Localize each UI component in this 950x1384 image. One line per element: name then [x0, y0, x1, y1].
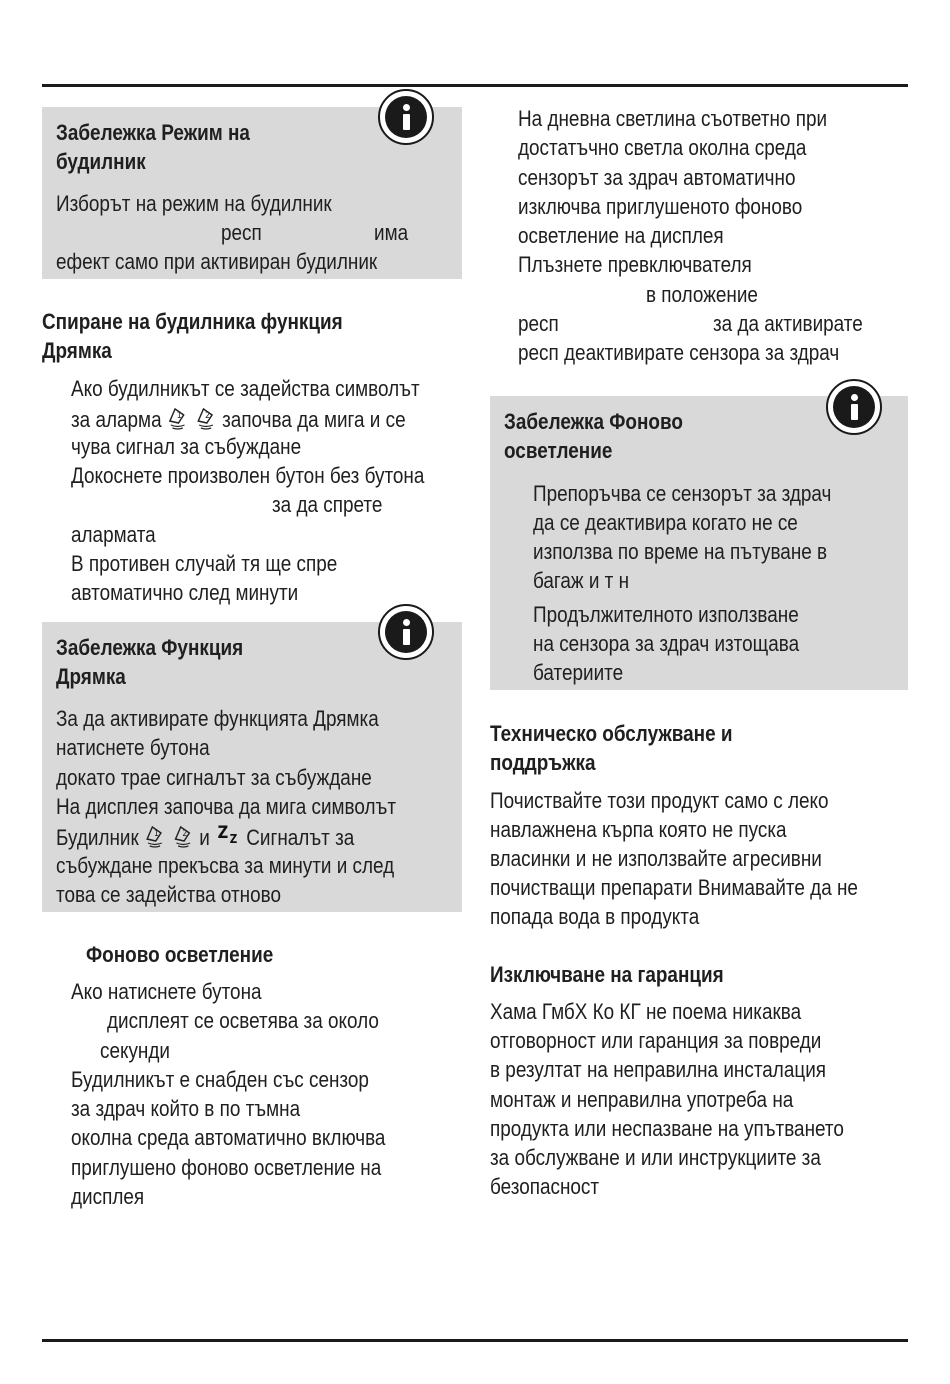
body-text	[71, 403, 406, 434]
snooze-zz-icon	[215, 821, 241, 849]
svg-text:2: 2	[181, 827, 187, 839]
body-text: в положение	[646, 282, 758, 307]
note-text: На дисплея започва да мига символът	[56, 794, 397, 819]
section-heading: Дрямка	[42, 338, 112, 363]
svg-text:Z: Z	[229, 832, 238, 847]
body-text: отговорност или гаранция за повреди	[490, 1028, 822, 1053]
body-text: в резултат на неправилна инсталация	[490, 1057, 827, 1082]
note-snooze	[42, 622, 462, 912]
note-text-segment: Будилник	[56, 825, 139, 850]
note-title: Забележка Фоново	[504, 409, 683, 434]
body-text: респ деактивирате сензора за здрач	[518, 340, 840, 365]
alarm-1-icon	[167, 403, 189, 431]
note-title: Дрямка	[56, 664, 126, 689]
body-text: Будилникът е снабден със сензор	[71, 1067, 369, 1092]
body-text: чува сигнал за събуждане	[71, 434, 302, 459]
body-text: Ако будилникът се задейства символът	[71, 376, 420, 401]
info-icon	[826, 379, 882, 435]
body-text: сензорът за здрач автоматично	[518, 165, 796, 190]
section-heading: Фоново осветление	[86, 942, 274, 967]
body-text: дисплея	[71, 1184, 145, 1209]
info-icon	[378, 89, 434, 145]
body-text: достатъчно светла околна среда	[518, 135, 807, 160]
note-title: Забележка Функция	[56, 635, 244, 660]
svg-text:Z: Z	[217, 821, 229, 843]
note-text: на сензора за здрач изтощава	[533, 631, 800, 656]
note-text	[56, 821, 354, 852]
note-text: За да активирате функцията Дрямка	[56, 706, 379, 731]
note-backlight	[490, 396, 908, 690]
svg-text:1: 1	[154, 827, 160, 839]
body-text: Почиствайте този продукт само с леко	[490, 788, 829, 813]
alarm-1-icon	[144, 821, 166, 849]
body-text: осветление на дисплея	[518, 223, 724, 248]
body-text: В противен случай тя ще спре	[71, 551, 338, 576]
svg-text:2: 2	[204, 409, 210, 421]
body-text: автоматично след минути	[71, 580, 299, 605]
body-text-segment: за аларма	[71, 407, 162, 432]
note-title: будилник	[56, 149, 146, 174]
body-text: почистващи препарати Внимавайте да не	[490, 875, 858, 900]
info-icon	[378, 604, 434, 660]
section-heading: Техническо обслужване и	[490, 721, 733, 746]
note-text: батериите	[533, 660, 624, 685]
body-text: за да спрете	[272, 492, 383, 517]
top-rule	[42, 84, 908, 87]
note-text: натиснете бутона	[56, 735, 210, 760]
body-text: алармата	[71, 522, 156, 547]
body-text: На дневна светлина съответно при	[518, 106, 828, 131]
body-text: монтаж и неправилна употреба на	[490, 1087, 794, 1112]
note-text: Продължителното използване	[533, 602, 799, 627]
svg-text:1: 1	[177, 409, 183, 421]
section-heading: Спиране на будилника функция	[42, 309, 343, 334]
note-text: Препоръчва се сензорът за здрач	[533, 481, 832, 506]
body-text: Хама ГмбХ Ко КГ не поема никаква	[490, 999, 802, 1024]
note-title: осветление	[504, 438, 613, 463]
body-text: Докоснете произволен бутон без бутона	[71, 463, 425, 488]
body-text: за здрач който в по тъмна	[71, 1096, 301, 1121]
body-text: власинки и не използвайте агресивни	[490, 846, 822, 871]
note-text: ефект само при активиран будилник	[56, 249, 378, 274]
body-text: секунди	[100, 1038, 170, 1063]
section-heading: Изключване на гаранция	[490, 962, 724, 987]
note-text: да се деактивира когато не се	[533, 510, 798, 535]
note-text: събуждане прекъсва за минути и след	[56, 853, 395, 878]
body-text: околна среда автоматично включва	[71, 1125, 386, 1150]
note-text: респ	[221, 220, 262, 245]
body-text-segment: започва да мига и се	[222, 407, 406, 432]
body-text: продукта или неспазване на упътването	[490, 1116, 844, 1141]
alarm-2-icon	[172, 821, 194, 849]
body-text: Плъзнете превключвателя	[518, 252, 752, 277]
body-text: попада вода в продукта	[490, 904, 700, 929]
note-text-segment: и	[199, 825, 210, 850]
body-text: за обслужване и или инструкциите за	[490, 1145, 821, 1170]
body-text: респ	[518, 311, 559, 336]
body-text: Ако натиснете бутона	[71, 979, 262, 1004]
body-text: за да активирате	[713, 311, 863, 336]
body-text: навлажнена кърпа която не пуска	[490, 817, 787, 842]
body-text: изключва приглушеното фоново	[518, 194, 803, 219]
note-text: багаж и т н	[533, 568, 630, 593]
note-text-segment: Сигналът за	[246, 825, 355, 850]
note-text: Изборът на режим на будилник	[56, 191, 332, 216]
bottom-rule	[42, 1339, 908, 1342]
body-text: безопасност	[490, 1174, 600, 1199]
note-title: Забележка Режим на	[56, 120, 250, 145]
section-heading: поддръжка	[490, 750, 596, 775]
note-text: има	[374, 220, 409, 245]
body-text: приглушено фоново осветление на	[71, 1155, 382, 1180]
note-text: докато трае сигналът за събуждане	[56, 765, 372, 790]
alarm-2-icon	[194, 403, 216, 431]
note-text: това се задейства отново	[56, 882, 282, 907]
note-text: използва по време на пътуване в	[533, 539, 828, 564]
body-text: дисплеят се осветява за около	[107, 1008, 379, 1033]
